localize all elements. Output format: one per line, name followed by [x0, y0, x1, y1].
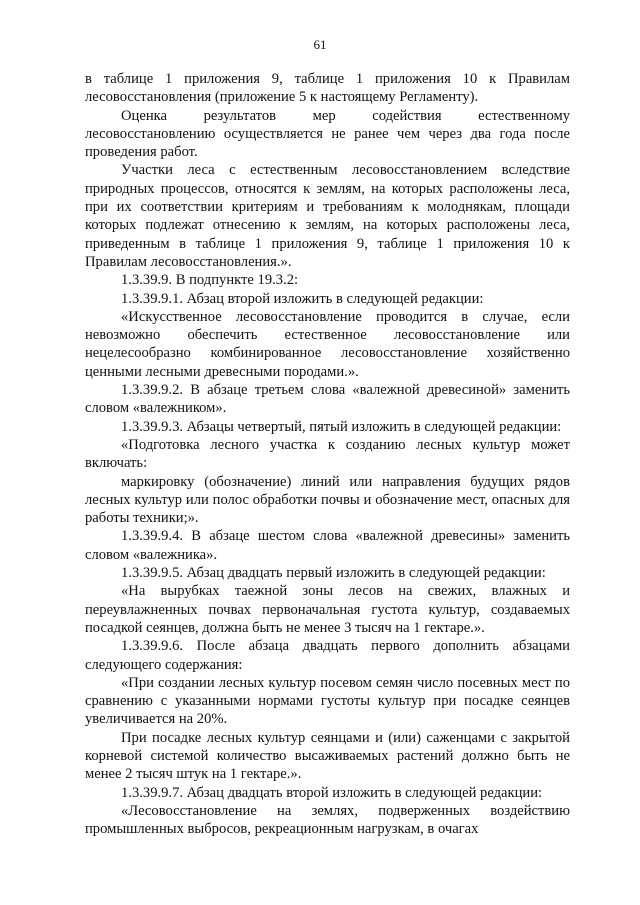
paragraph-16: При посадке лесных культур сеянцами и (или) саженцами с закрытой корневой системой количество высаживаемых растений должно быть не менее 2 тысяч штук на 1 гектаре.».: [85, 729, 570, 783]
paragraph-15: «При создании лесных культур посевом семян число посевных мест по сравнению с указанными нормами густоты культур при посадке сеянцев увеличивается на 20%.: [85, 674, 570, 728]
paragraph-1: в таблице 1 приложения 9, таблице 1 приложения 10 к Правилам лесовосстановления (приложение 5 к настоящему Регламенту).: [85, 71, 570, 106]
paragraph-18: «Лесовосстановление на землях, подверженных воздействию промышленных выбросов, рекреационным нагрузкам, в очагах: [85, 802, 570, 838]
page-number: 61: [313, 37, 327, 52]
paragraph-2: Оценка результатов мер содействия естественному лесовосстановлению осуществляется не ранее чем через два года после проведения работ.: [85, 107, 570, 161]
paragraph-13: «На вырубках таежной зоны лесов на свежих, влажных и переувлажненных почвах первоначальная густота культур, создаваемых посадкой сеянцев, должна быть не менее 3 тысяч на 1 гектаре.».: [85, 583, 570, 636]
document-body: [85, 70, 570, 838]
paragraph-9: «Подготовка лесного участка к созданию лесных культур может включать:: [85, 436, 570, 472]
paragraph-5: 1.3.39.9.1. Абзац второй изложить в следующей редакции:: [121, 290, 484, 307]
paragraph-8: 1.3.39.9.3. Абзацы четвертый, пятый изложить в следующей редакции:: [121, 418, 562, 435]
paragraph-10: маркировку (обозначение) линий или направления будущих рядов лесных культур или полос обработки почвы и обозначение мест, опасных для работы техники;».: [85, 473, 570, 527]
paragraph-7: 1.3.39.9.2. В абзаце третьем слова «валежной древесиной» заменить словом «валежником».: [85, 382, 570, 417]
paragraph-3: Участки леса с естественным лесовосстановлением вследствие природных процессов, относятся к землям, на которых расположены леса, при их соответствии критериям и требованиям к молоднякам, площади которых подлежат отнесению к землям, на которых расположены леса, приведенным в таблице 1 приложения 9, таблице 1 приложения 10 к Правилам лесовосстановления.».: [85, 162, 570, 270]
paragraph-17: 1.3.39.9.7. Абзац двадцать второй изложить в следующей редакции:: [121, 784, 543, 801]
paragraph-11: 1.3.39.9.4. В абзаце шестом слова «валежной древесины» заменить словом «валежника».: [85, 528, 570, 563]
paragraph-4: 1.3.39.9. В подпункте 19.3.2:: [121, 272, 299, 289]
paragraph-12: 1.3.39.9.5. Абзац двадцать первый изложить в следующей редакции:: [121, 565, 546, 582]
paragraph-6: «Искусственное лесовосстановление проводится в случае, если невозможно обеспечить естественное лесовосстановление или нецелесообразно комбинированное лесовосстановление хозяйственно ценными лесными древесными породами.».: [85, 308, 570, 380]
paragraph-14: 1.3.39.9.6. После абзаца двадцать первого дополнить абзацами следующего содержания:: [85, 638, 570, 673]
